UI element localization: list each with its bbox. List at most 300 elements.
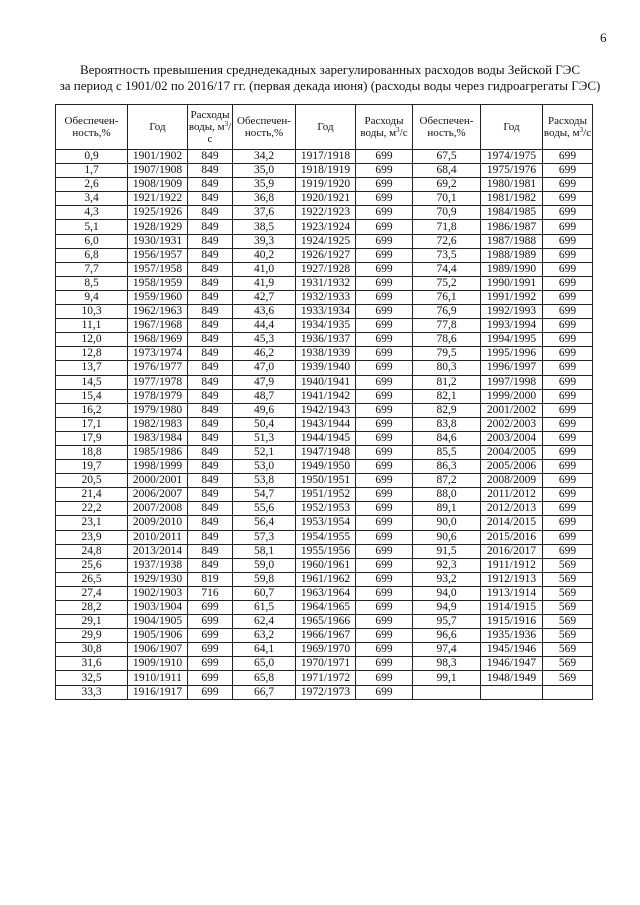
table-cell: 2011/2012 — [481, 488, 543, 502]
table-cell: 699 — [543, 488, 593, 502]
table-cell: 43,6 — [233, 305, 296, 319]
table-cell: 1965/1966 — [296, 615, 356, 629]
table-cell: 699 — [356, 389, 413, 403]
table-cell: 1958/1959 — [128, 276, 188, 290]
table-cell: 63,2 — [233, 629, 296, 643]
table-cell: 1929/1930 — [128, 572, 188, 586]
table-cell: 1954/1955 — [296, 530, 356, 544]
table-cell: 1902/1903 — [128, 586, 188, 600]
table-cell: 64,1 — [233, 643, 296, 657]
table-cell: 699 — [356, 544, 413, 558]
table-cell: 699 — [356, 178, 413, 192]
table-cell: 699 — [356, 516, 413, 530]
table-cell: 57,3 — [233, 530, 296, 544]
table-cell: 1933/1934 — [296, 305, 356, 319]
table-cell: 699 — [543, 417, 593, 431]
table-row — [56, 530, 593, 544]
table-row — [56, 375, 593, 389]
table-cell: 1925/1926 — [128, 206, 188, 220]
table-cell: 569 — [543, 671, 593, 685]
table-cell: 1948/1949 — [481, 671, 543, 685]
table-cell: 1990/1991 — [481, 276, 543, 290]
table-cell: 2000/2001 — [128, 474, 188, 488]
table-cell: 699 — [188, 671, 233, 685]
table-cell: 30,8 — [56, 643, 128, 657]
table-cell: 699 — [356, 586, 413, 600]
table-cell: 699 — [356, 601, 413, 615]
table-cell: 90,0 — [413, 516, 481, 530]
table-cell: 27,4 — [56, 586, 128, 600]
table-cell: 699 — [356, 192, 413, 206]
table-cell: 1999/2000 — [481, 389, 543, 403]
table-cell: 1962/1963 — [128, 305, 188, 319]
header-probability: Обеспечен-ность,% — [233, 105, 296, 150]
table-cell: 1947/1948 — [296, 445, 356, 459]
table-cell: 15,4 — [56, 389, 128, 403]
table-cell: 53,0 — [233, 460, 296, 474]
table-cell: 1916/1917 — [128, 685, 188, 699]
table-row — [56, 474, 593, 488]
header-year: Год — [128, 105, 188, 150]
table-cell: 1982/1983 — [128, 417, 188, 431]
table-cell: 849 — [188, 403, 233, 417]
table-cell: 1911/1912 — [481, 558, 543, 572]
table-cell: 2012/2013 — [481, 502, 543, 516]
table-cell: 699 — [543, 431, 593, 445]
table-cell: 72,6 — [413, 234, 481, 248]
table-cell: 699 — [356, 164, 413, 178]
table-cell: 35,0 — [233, 164, 296, 178]
table-cell: 82,9 — [413, 403, 481, 417]
table-cell: 1953/1954 — [296, 516, 356, 530]
table-cell: 699 — [543, 150, 593, 164]
table-cell: 1932/1933 — [296, 290, 356, 304]
page-number: 6 — [600, 30, 607, 45]
table-cell: 849 — [188, 488, 233, 502]
table-cell: 699 — [356, 347, 413, 361]
table-cell: 699 — [356, 150, 413, 164]
probability-table — [55, 104, 593, 700]
table-cell: 35,9 — [233, 178, 296, 192]
table-cell: 699 — [356, 488, 413, 502]
table-cell: 12,8 — [56, 347, 128, 361]
table-cell: 849 — [188, 361, 233, 375]
table-cell: 65,8 — [233, 671, 296, 685]
table-row — [56, 389, 593, 403]
table-cell: 1966/1967 — [296, 629, 356, 643]
table-cell: 2010/2011 — [128, 530, 188, 544]
table-cell: 699 — [543, 445, 593, 459]
table-cell: 1915/1916 — [481, 615, 543, 629]
table-cell: 79,5 — [413, 347, 481, 361]
table-cell: 1964/1965 — [296, 601, 356, 615]
table-cell: 1904/1905 — [128, 615, 188, 629]
table-cell: 1979/1980 — [128, 403, 188, 417]
table-cell: 17,1 — [56, 417, 128, 431]
table-cell: 699 — [188, 643, 233, 657]
table-cell: 849 — [188, 530, 233, 544]
table-cell: 1969/1970 — [296, 643, 356, 657]
table-cell: 1922/1923 — [296, 206, 356, 220]
table-cell: 96,6 — [413, 629, 481, 643]
table-cell: 849 — [188, 431, 233, 445]
table-cell: 849 — [188, 389, 233, 403]
table-cell: 1920/1921 — [296, 192, 356, 206]
table-cell: 569 — [543, 629, 593, 643]
table-cell: 699 — [543, 347, 593, 361]
table-cell: 17,9 — [56, 431, 128, 445]
table-cell: 699 — [543, 361, 593, 375]
table-cell: 849 — [188, 220, 233, 234]
table-cell: 87,2 — [413, 474, 481, 488]
table-row — [56, 248, 593, 262]
table-cell: 2014/2015 — [481, 516, 543, 530]
table-cell: 699 — [356, 445, 413, 459]
table-cell: 2006/2007 — [128, 488, 188, 502]
table-cell: 29,1 — [56, 615, 128, 629]
table-cell: 1,7 — [56, 164, 128, 178]
header-year: Год — [481, 105, 543, 150]
table-row — [56, 601, 593, 615]
table-cell: 1935/1936 — [481, 629, 543, 643]
table-row — [56, 460, 593, 474]
table-cell: 62,4 — [233, 615, 296, 629]
table-cell: 37,6 — [233, 206, 296, 220]
table-cell: 1957/1958 — [128, 262, 188, 276]
table-row — [56, 572, 593, 586]
table-cell: 699 — [356, 615, 413, 629]
table-cell: 47,0 — [233, 361, 296, 375]
table-cell: 1903/1904 — [128, 601, 188, 615]
header-flow: Расходы воды, $м^3/с$ — [356, 105, 413, 150]
table-row — [56, 192, 593, 206]
table-cell: 95,7 — [413, 615, 481, 629]
table-cell: 1968/1969 — [128, 333, 188, 347]
table-cell: 7,7 — [56, 262, 128, 276]
table-cell: 5,1 — [56, 220, 128, 234]
table-row — [56, 150, 593, 164]
table-cell: 849 — [188, 234, 233, 248]
table-cell: 68,4 — [413, 164, 481, 178]
table-cell: 65,0 — [233, 657, 296, 671]
table-cell: 21,4 — [56, 488, 128, 502]
table-cell: 74,4 — [413, 262, 481, 276]
table-cell: 699 — [356, 417, 413, 431]
table-cell: 1944/1945 — [296, 431, 356, 445]
header-probability: Обеспечен-ность,% — [413, 105, 481, 150]
header-year: Год — [296, 105, 356, 150]
table-cell: 849 — [188, 178, 233, 192]
table-cell: 14,5 — [56, 375, 128, 389]
table-row — [56, 629, 593, 643]
table-cell: 48,7 — [233, 389, 296, 403]
table-cell: 98,3 — [413, 657, 481, 671]
table-row — [56, 234, 593, 248]
table-cell: 699 — [356, 474, 413, 488]
table-cell: 38,5 — [233, 220, 296, 234]
table-cell: 1983/1984 — [128, 431, 188, 445]
table-row — [56, 586, 593, 600]
table-cell: 569 — [543, 601, 593, 615]
table-cell: 36,8 — [233, 192, 296, 206]
table-cell — [413, 685, 481, 699]
table-cell: 70,1 — [413, 192, 481, 206]
table-cell: 75,2 — [413, 276, 481, 290]
table-row — [56, 488, 593, 502]
table-cell: 699 — [188, 615, 233, 629]
table-cell: 86,3 — [413, 460, 481, 474]
table-cell: 1977/1978 — [128, 375, 188, 389]
table-cell: 1956/1957 — [128, 248, 188, 262]
table-cell: 2007/2008 — [128, 502, 188, 516]
table-cell: 699 — [356, 248, 413, 262]
table-cell: 1959/1960 — [128, 290, 188, 304]
table-cell: 2015/2016 — [481, 530, 543, 544]
table-cell: 1913/1914 — [481, 586, 543, 600]
table-cell: 59,8 — [233, 572, 296, 586]
table-cell: 1906/1907 — [128, 643, 188, 657]
table-cell: 70,9 — [413, 206, 481, 220]
table-cell: 699 — [543, 319, 593, 333]
table-cell: 13,7 — [56, 361, 128, 375]
table-row — [56, 685, 593, 699]
table-row — [56, 178, 593, 192]
table-cell: 46,2 — [233, 347, 296, 361]
table-cell: 1940/1941 — [296, 375, 356, 389]
table-cell: 12,0 — [56, 333, 128, 347]
table-cell: 3,4 — [56, 192, 128, 206]
table-cell: 1901/1902 — [128, 150, 188, 164]
table-cell: 699 — [356, 305, 413, 319]
table-cell: 1986/1987 — [481, 220, 543, 234]
table-cell: 1934/1935 — [296, 319, 356, 333]
table-cell: 1917/1918 — [296, 150, 356, 164]
table-cell: 1960/1961 — [296, 558, 356, 572]
table-row — [56, 671, 593, 685]
table-row — [56, 305, 593, 319]
table-cell: 55,6 — [233, 502, 296, 516]
table-cell: 92,3 — [413, 558, 481, 572]
table-cell: 699 — [356, 572, 413, 586]
table-cell: 1997/1998 — [481, 375, 543, 389]
table-cell: 20,5 — [56, 474, 128, 488]
table-cell: 19,7 — [56, 460, 128, 474]
table-cell: 2008/2009 — [481, 474, 543, 488]
table-cell: 1952/1953 — [296, 502, 356, 516]
table-header-row — [56, 105, 593, 150]
table-cell: 1907/1908 — [128, 164, 188, 178]
table-row — [56, 276, 593, 290]
table-cell: 849 — [188, 262, 233, 276]
table-cell: 73,5 — [413, 248, 481, 262]
table-cell: 25,6 — [56, 558, 128, 572]
table-cell: 699 — [356, 502, 413, 516]
table-cell: 2005/2006 — [481, 460, 543, 474]
table-cell: 699 — [543, 544, 593, 558]
table-cell: 849 — [188, 290, 233, 304]
table-cell: 1963/1964 — [296, 586, 356, 600]
table-cell: 1955/1956 — [296, 544, 356, 558]
table-cell: 849 — [188, 333, 233, 347]
table-cell: 45,3 — [233, 333, 296, 347]
table-cell: 16,2 — [56, 403, 128, 417]
table-cell: 849 — [188, 516, 233, 530]
table-cell: 1974/1975 — [481, 150, 543, 164]
table-cell: 849 — [188, 417, 233, 431]
table-cell: 2001/2002 — [481, 403, 543, 417]
table-cell: 849 — [188, 319, 233, 333]
table-cell: 849 — [188, 248, 233, 262]
table-cell: 93,2 — [413, 572, 481, 586]
header-flow: Расходы воды, $м^3/с$ — [543, 105, 593, 150]
table-row — [56, 615, 593, 629]
table-cell: 699 — [543, 220, 593, 234]
table-cell: 569 — [543, 558, 593, 572]
table-cell: 699 — [543, 192, 593, 206]
table-cell: 51,3 — [233, 431, 296, 445]
table-row — [56, 417, 593, 431]
table-cell: 23,9 — [56, 530, 128, 544]
table-cell: 569 — [543, 615, 593, 629]
table-cell: 1993/1994 — [481, 319, 543, 333]
table-cell: 71,8 — [413, 220, 481, 234]
table-cell: 699 — [543, 305, 593, 319]
table-cell: 97,4 — [413, 643, 481, 657]
table-cell: 11,1 — [56, 319, 128, 333]
table-row — [56, 558, 593, 572]
table-cell: 699 — [543, 375, 593, 389]
table-cell: 849 — [188, 347, 233, 361]
table-row — [56, 657, 593, 671]
table-cell — [481, 685, 543, 699]
table-cell: 33,3 — [56, 685, 128, 699]
table-cell: 699 — [356, 460, 413, 474]
table-cell: 2002/2003 — [481, 417, 543, 431]
table-cell: 699 — [356, 657, 413, 671]
table-cell: 716 — [188, 586, 233, 600]
table-cell: 81,2 — [413, 375, 481, 389]
table-cell: 1978/1979 — [128, 389, 188, 403]
table-cell: 1971/1972 — [296, 671, 356, 685]
table-cell: 849 — [188, 276, 233, 290]
table-row — [56, 502, 593, 516]
table-cell: 58,1 — [233, 544, 296, 558]
table-cell — [543, 685, 593, 699]
table-cell: 1975/1976 — [481, 164, 543, 178]
table-cell: 1936/1937 — [296, 333, 356, 347]
table-row — [56, 333, 593, 347]
table-cell: 699 — [188, 657, 233, 671]
table-cell: 1981/1982 — [481, 192, 543, 206]
table-cell: 699 — [356, 530, 413, 544]
table-cell: 1905/1906 — [128, 629, 188, 643]
table-body — [56, 150, 593, 700]
table-cell: 699 — [543, 389, 593, 403]
table-cell: 699 — [188, 601, 233, 615]
table-cell: 1987/1988 — [481, 234, 543, 248]
table-cell: 2,6 — [56, 178, 128, 192]
table-cell: 1942/1943 — [296, 403, 356, 417]
table-cell: 78,6 — [413, 333, 481, 347]
table-cell: 699 — [543, 248, 593, 262]
table-cell: 18,8 — [56, 445, 128, 459]
table-row — [56, 361, 593, 375]
table-cell: 699 — [543, 178, 593, 192]
table-cell: 61,5 — [233, 601, 296, 615]
table-cell: 28,2 — [56, 601, 128, 615]
table-cell: 699 — [543, 502, 593, 516]
table-cell: 99,1 — [413, 671, 481, 685]
table-cell: 699 — [356, 558, 413, 572]
table-cell: 849 — [188, 445, 233, 459]
table-cell: 1931/1932 — [296, 276, 356, 290]
table-cell: 699 — [543, 530, 593, 544]
table-cell: 94,0 — [413, 586, 481, 600]
table-cell: 699 — [356, 220, 413, 234]
table-cell: 53,8 — [233, 474, 296, 488]
table-cell: 699 — [356, 262, 413, 276]
table-cell: 32,5 — [56, 671, 128, 685]
table-cell: 94,9 — [413, 601, 481, 615]
table-cell: 1912/1913 — [481, 572, 543, 586]
title-line-2: за период с 1901/02 по 2016/17 гг. (первая декада июня) (расходы воды через гидроагрегаты ГЭС) — [59, 78, 601, 93]
table-cell: 1995/1996 — [481, 347, 543, 361]
table-row — [56, 431, 593, 445]
table-cell: 1949/1950 — [296, 460, 356, 474]
table-cell: 67,5 — [413, 150, 481, 164]
table-cell: 849 — [188, 544, 233, 558]
table-cell: 1939/1940 — [296, 361, 356, 375]
table-cell: 699 — [543, 403, 593, 417]
table-cell: 819 — [188, 572, 233, 586]
table-cell: 1980/1981 — [481, 178, 543, 192]
table-cell: 1988/1989 — [481, 248, 543, 262]
table-cell: 699 — [356, 431, 413, 445]
table-cell: 1972/1973 — [296, 685, 356, 699]
table-cell: 34,2 — [233, 150, 296, 164]
table-cell: 1967/1968 — [128, 319, 188, 333]
table-cell: 2003/2004 — [481, 431, 543, 445]
table-cell: 52,1 — [233, 445, 296, 459]
table-cell: 1927/1928 — [296, 262, 356, 276]
table-cell: 699 — [356, 643, 413, 657]
table-row — [56, 347, 593, 361]
table-cell: 31,6 — [56, 657, 128, 671]
table-cell: 10,3 — [56, 305, 128, 319]
table-cell: 699 — [356, 685, 413, 699]
table-cell: 88,0 — [413, 488, 481, 502]
table-cell: 699 — [543, 474, 593, 488]
table-cell: 699 — [356, 276, 413, 290]
table-cell: 699 — [188, 629, 233, 643]
table-cell: 569 — [543, 586, 593, 600]
table-cell: 699 — [356, 403, 413, 417]
table-cell: 1943/1944 — [296, 417, 356, 431]
table-cell: 1996/1997 — [481, 361, 543, 375]
table-cell: 569 — [543, 657, 593, 671]
table-cell: 42,7 — [233, 290, 296, 304]
table-row — [56, 403, 593, 417]
table-cell: 699 — [543, 333, 593, 347]
table-cell: 569 — [543, 572, 593, 586]
title-line-1: Вероятность превышения среднедекадных зарегулированных расходов воды Зейской ГЭС — [79, 62, 581, 77]
table-cell: 22,2 — [56, 502, 128, 516]
table-cell: 699 — [356, 375, 413, 389]
table-cell: 1928/1929 — [128, 220, 188, 234]
table-cell: 80,3 — [413, 361, 481, 375]
table-cell: 1910/1911 — [128, 671, 188, 685]
table-cell: 1998/1999 — [128, 460, 188, 474]
